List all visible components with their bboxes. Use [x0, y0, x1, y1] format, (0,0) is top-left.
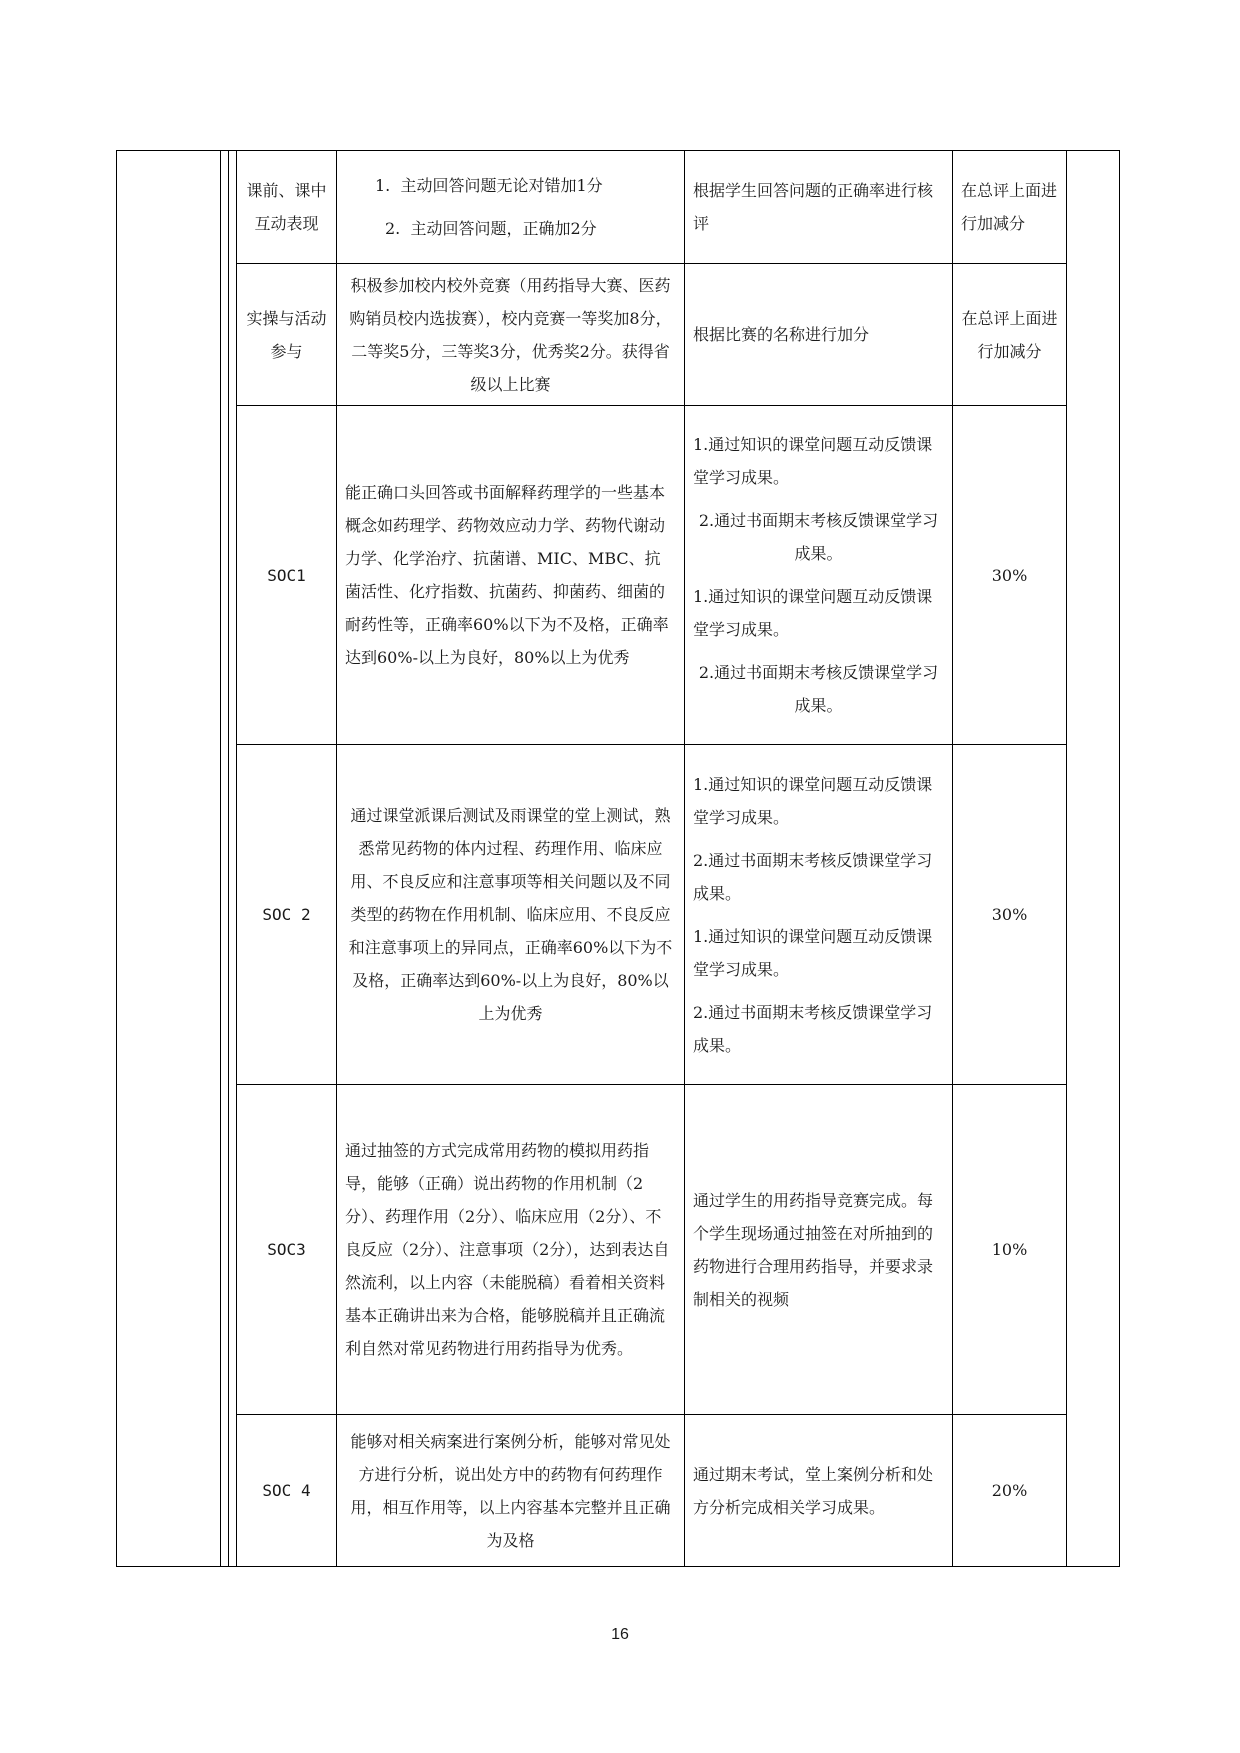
method-cell	[685, 1085, 953, 1415]
method-cell	[685, 151, 953, 264]
method-text: 1.通过知识的课堂问题互动反馈课堂学习成果。	[693, 435, 933, 487]
frame-col-divider-1	[220, 150, 221, 1567]
method-text: 根据比赛的名称进行加分	[693, 325, 870, 344]
table-row	[237, 151, 1067, 264]
criteria-cell: 通过课堂派课后测试及雨课堂的堂上测试，熟悉常见药物的体内过程、药理作用、临床应用、不良反应和注意事项等相关问题以及不同类型的药物在作用机制、临床应用、不良反应和注意事项上的异同点，正确率60%以下为不及格，正确率达到60%-以上为良好，80%以上为优秀	[337, 745, 685, 1085]
method-text: 1.通过知识的课堂问题互动反馈课堂学习成果。	[693, 926, 933, 979]
table-row	[237, 1085, 1067, 1415]
criteria-cell: 能正确口头回答或书面解释药理学的一些基本概念如药理学、药物效应动力学、药物代谢动力学、化学治疗、抗菌谱、MIC、MBC、抗菌活性、化疗指数、抗菌药、抑菌药、细菌的耐药性等，正确率60%以下为不及格，正确率达到60%-以上为良好，80%以上为优秀	[337, 406, 685, 745]
weight-cell: 20%	[953, 1415, 1067, 1567]
method-text: 2.通过书面期末考核反馈课堂学习成果。	[698, 511, 939, 563]
method-cell	[685, 745, 953, 1085]
method-text: 2.通过书面期末考核反馈课堂学习成果。	[693, 850, 933, 903]
criteria-item: 1. 主动回答问题无论对错加1分	[375, 176, 603, 195]
criteria-cell: 通过抽签的方式完成常用药物的模拟用药指导，能够（正确）说出药物的作用机制（2分）、药理作用（2分）、临床应用（2分）、不良反应（2分）、注意事项（2分），达到表达自然流利，以上内容（未能脱稿）看着相关资料基本正确讲出来为合格，能够脱稿并且正确流利自然对常见药物进行用药指导为优秀。	[337, 1085, 685, 1415]
row-label: SOC1	[237, 406, 337, 745]
frame-left-line	[116, 150, 117, 1567]
method-text: 1.通过知识的课堂问题互动反馈课堂学习成果。	[693, 774, 933, 827]
assessment-table	[236, 150, 1067, 1567]
row-label: 实操与活动参与	[237, 264, 337, 406]
method-text: 2.通过书面期末考核反馈课堂学习成果。	[698, 663, 939, 715]
frame-col-divider-2	[228, 150, 229, 1567]
weight-cell: 10%	[953, 1085, 1067, 1415]
row-label: SOC 2	[237, 745, 337, 1085]
method-text: 通过期末考试，堂上案例分析和处方分析完成相关学习成果。	[693, 1464, 934, 1517]
table-row	[237, 745, 1067, 1085]
row-label: SOC3	[237, 1085, 337, 1415]
page-number: 16	[611, 1626, 629, 1643]
weight-cell: 在总评上面进行加减分	[953, 151, 1067, 264]
criteria-cell	[337, 151, 685, 264]
weight-cell: 在总评上面进行加减分	[953, 264, 1067, 406]
method-cell	[685, 1415, 953, 1567]
table-row	[237, 264, 1067, 406]
method-cell	[685, 406, 953, 745]
criteria-cell: 能够对相关病案进行案例分析，能够对常见处方进行分析，说出处方中的药物有何药理作用，相互作用等，以上内容基本完整并且正确为及格	[337, 1415, 685, 1567]
table-row	[237, 1415, 1067, 1567]
table-row	[237, 406, 1067, 745]
weight-cell: 30%	[953, 406, 1067, 745]
method-cell	[685, 264, 953, 406]
method-text: 通过学生的用药指导竞赛完成。每个学生现场通过抽签在对所抽到的药物进行合理用药指导，并要求录制相关的视频	[693, 1190, 934, 1309]
criteria-cell: 积极参加校内校外竞赛（用药指导大赛、医药购销员校内选拔赛），校内竞赛一等奖加8分，二等奖5分，三等奖3分，优秀奖2分。获得省级以上比赛	[337, 264, 685, 406]
method-text: 2.通过书面期末考核反馈课堂学习成果。	[693, 1002, 933, 1055]
row-label: SOC 4	[237, 1415, 337, 1567]
weight-cell: 30%	[953, 745, 1067, 1085]
row-label: 课前、课中互动表现	[237, 151, 337, 264]
method-text: 根据学生回答问题的正确率进行核评	[693, 181, 934, 233]
method-text: 1.通过知识的课堂问题互动反馈课堂学习成果。	[693, 587, 933, 639]
criteria-item: 2. 主动回答问题，正确加2分	[385, 219, 597, 238]
frame-right-line	[1119, 150, 1120, 1567]
